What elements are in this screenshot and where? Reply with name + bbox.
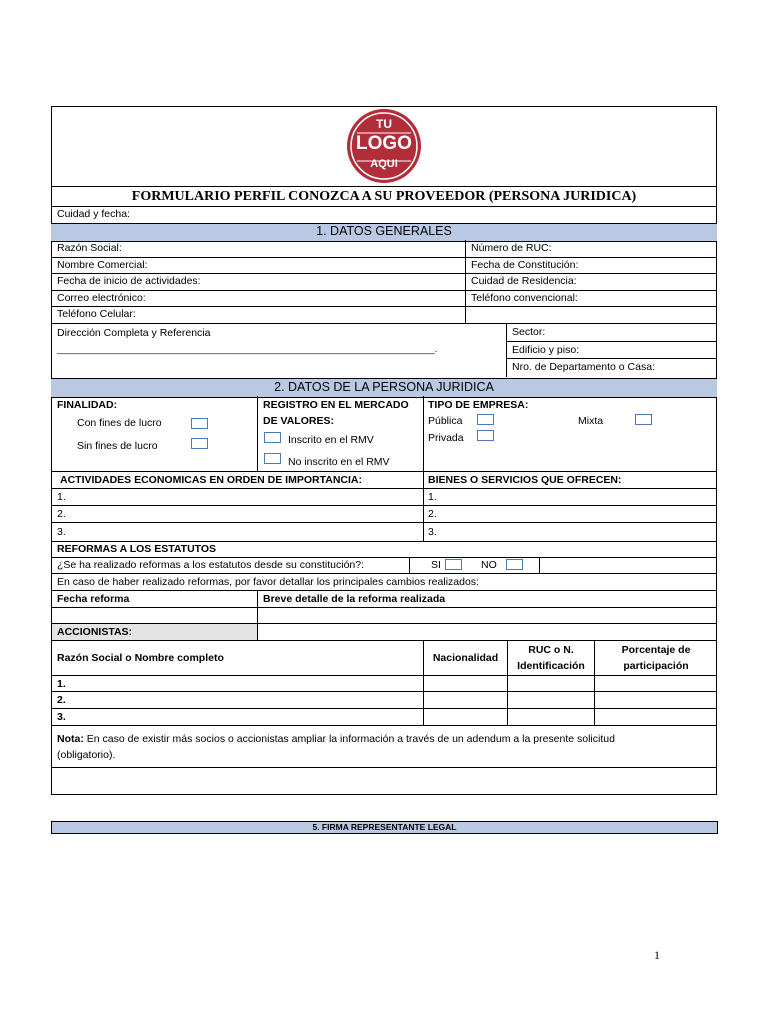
ciudad-residencia-field[interactable]: Cuidad de Residencia: [471,275,577,287]
divider [51,505,717,506]
section-5-header [51,821,718,834]
tipo-empresa-label: TIPO DE EMPRESA: [428,399,529,411]
fecha-reforma-header: Fecha reforma [57,593,130,605]
page-number: 1 [654,948,660,962]
departamento-field[interactable]: Nro. de Departamento o Casa: [512,361,655,373]
section-1-header [51,223,717,242]
no-label: NO [481,559,497,571]
col-nacionalidad: Nacionalidad [432,652,499,664]
breve-detalle-header: Breve detalle de la reforma realizada [263,593,446,605]
inscrito-label: Inscrito en el RMV [288,434,374,446]
divider [51,186,717,187]
city-date-field[interactable]: Cuidad y fecha: [57,208,130,220]
breve-detalle-input[interactable] [258,608,716,623]
mixta-label: Mixta [578,415,604,427]
divider [51,691,717,692]
reformas-detail-label: En caso de haber realizado reformas, por favor detallar los principales cambios realizados: [57,576,479,588]
con-fines-checkbox[interactable] [191,418,208,429]
nota-text-line2: (obligatorio). [57,749,116,761]
divider [506,358,717,359]
col-ruc-line1: RUC o N. [528,644,574,656]
telefono-celular-field[interactable]: Teléfono Celular: [57,308,136,320]
nota [57,733,615,746]
bienes-header: BIENES O SERVICIOS QUE OFRECEN: [428,474,622,486]
si-label: SI [431,559,441,571]
nota-label: Nota: [57,733,84,745]
divider [465,240,466,323]
accionista-row-3[interactable]: 3. [57,711,66,723]
direccion-line[interactable]: _____________________________________________________________________________. [57,344,438,354]
section-2-header [51,378,717,398]
sector-field[interactable]: Sector: [512,326,546,338]
nota-text: En caso de existir más socios o accionistas ampliar la información a través de un adendum a la presente solicitud [83,733,615,745]
accionista-row-1[interactable]: 1. [57,678,66,690]
telefono-convencional-field[interactable]: Teléfono convencional: [471,292,578,304]
form-title: FORMULARIO PERFIL CONOZCA A SU PROVEEDOR (PERSONA JURIDICA) [131,189,637,204]
privada-label: Privada [428,432,464,444]
razon-social-field[interactable]: Razón Social: [57,242,122,254]
divider [51,557,717,558]
no-inscrito-label: No inscrito en el RMV [288,456,390,468]
actividad-3[interactable]: 3. [57,526,66,538]
col-razon-social: Razón Social o Nombre completo [57,652,224,664]
logo-text-line3: AQUI [370,158,398,170]
divider [51,573,717,574]
si-checkbox[interactable] [445,559,462,570]
reformas-header: REFORMAS A LOS ESTATUTOS [57,543,217,555]
divider [423,396,424,541]
divider [51,590,717,591]
no-checkbox[interactable] [506,559,523,570]
divider [506,323,507,377]
logo-text-line2: LOGO [356,133,412,154]
section-5-title: 5. FIRMA REPRESENTANTE LEGAL [312,822,457,832]
divider [409,557,410,573]
actividades-header: ACTIVIDADES ECONOMICAS EN ORDEN DE IMPORTANCIA: [60,474,362,486]
bien-1[interactable]: 1. [428,491,437,503]
divider [51,488,717,489]
divider [51,675,717,676]
fecha-constitucion-field[interactable]: Fecha de Constitución: [471,259,579,271]
bien-3[interactable]: 3. [428,526,437,538]
divider [539,557,540,573]
divider [51,257,717,258]
col-pct-line1: Porcentaje de [621,644,691,656]
registro-label-1: REGISTRO EN EL MERCADO [263,399,409,411]
actividad-1[interactable]: 1. [57,491,66,503]
fecha-inicio-field[interactable]: Fecha de inicio de actividades: [57,275,201,287]
finalidad-label: FINALIDAD: [57,399,118,411]
correo-field[interactable]: Correo electrónico: [57,292,146,304]
divider [51,708,717,709]
section-2-title: 2. DATOS DE LA PERSONA JURIDICA [274,380,494,394]
accionistas-label: ACCIONISTAS: [57,626,133,638]
divider [51,471,717,472]
section-1-title: 1. DATOS GENERALES [316,224,452,238]
divider [51,323,717,324]
sin-fines-label: Sin fines de lucro [77,440,158,452]
divider [51,273,717,274]
divider [51,522,717,523]
divider [51,206,717,207]
divider [51,290,717,291]
privada-checkbox[interactable] [477,430,494,441]
edificio-field[interactable]: Edificio y piso: [512,344,580,356]
fecha-reforma-input[interactable] [52,608,257,623]
con-fines-label: Con fines de lucro [77,417,162,429]
accionista-row-2[interactable]: 2. [57,694,66,706]
no-inscrito-checkbox[interactable] [264,453,281,464]
divider [51,725,717,726]
mixta-checkbox[interactable] [635,414,652,425]
reformas-question: ¿Se ha realizado reformas a los estatutos desde su constitución?: [57,559,365,571]
divider [257,396,258,471]
publica-checkbox[interactable] [477,414,494,425]
divider [51,767,717,768]
actividad-2[interactable]: 2. [57,508,66,520]
registro-label-2: DE VALORES: [263,415,334,427]
company-logo [345,106,423,186]
nombre-comercial-field[interactable]: Nombre Comercial: [57,259,148,271]
col-ruc-line2: Identificación [517,660,585,672]
divider [506,341,717,342]
bien-2[interactable]: 2. [428,508,437,520]
logo-text-line1: TU [376,117,392,131]
sin-fines-checkbox[interactable] [191,438,208,449]
publica-label: Pública [428,415,463,427]
divider [51,306,717,307]
divider [51,541,717,542]
col-pct-line2: participación [623,660,689,672]
ruc-field[interactable]: Número de RUC: [471,242,552,254]
divider [51,640,717,641]
inscrito-checkbox[interactable] [264,432,281,443]
direccion-label: Dirección Completa y Referencia [57,327,211,339]
